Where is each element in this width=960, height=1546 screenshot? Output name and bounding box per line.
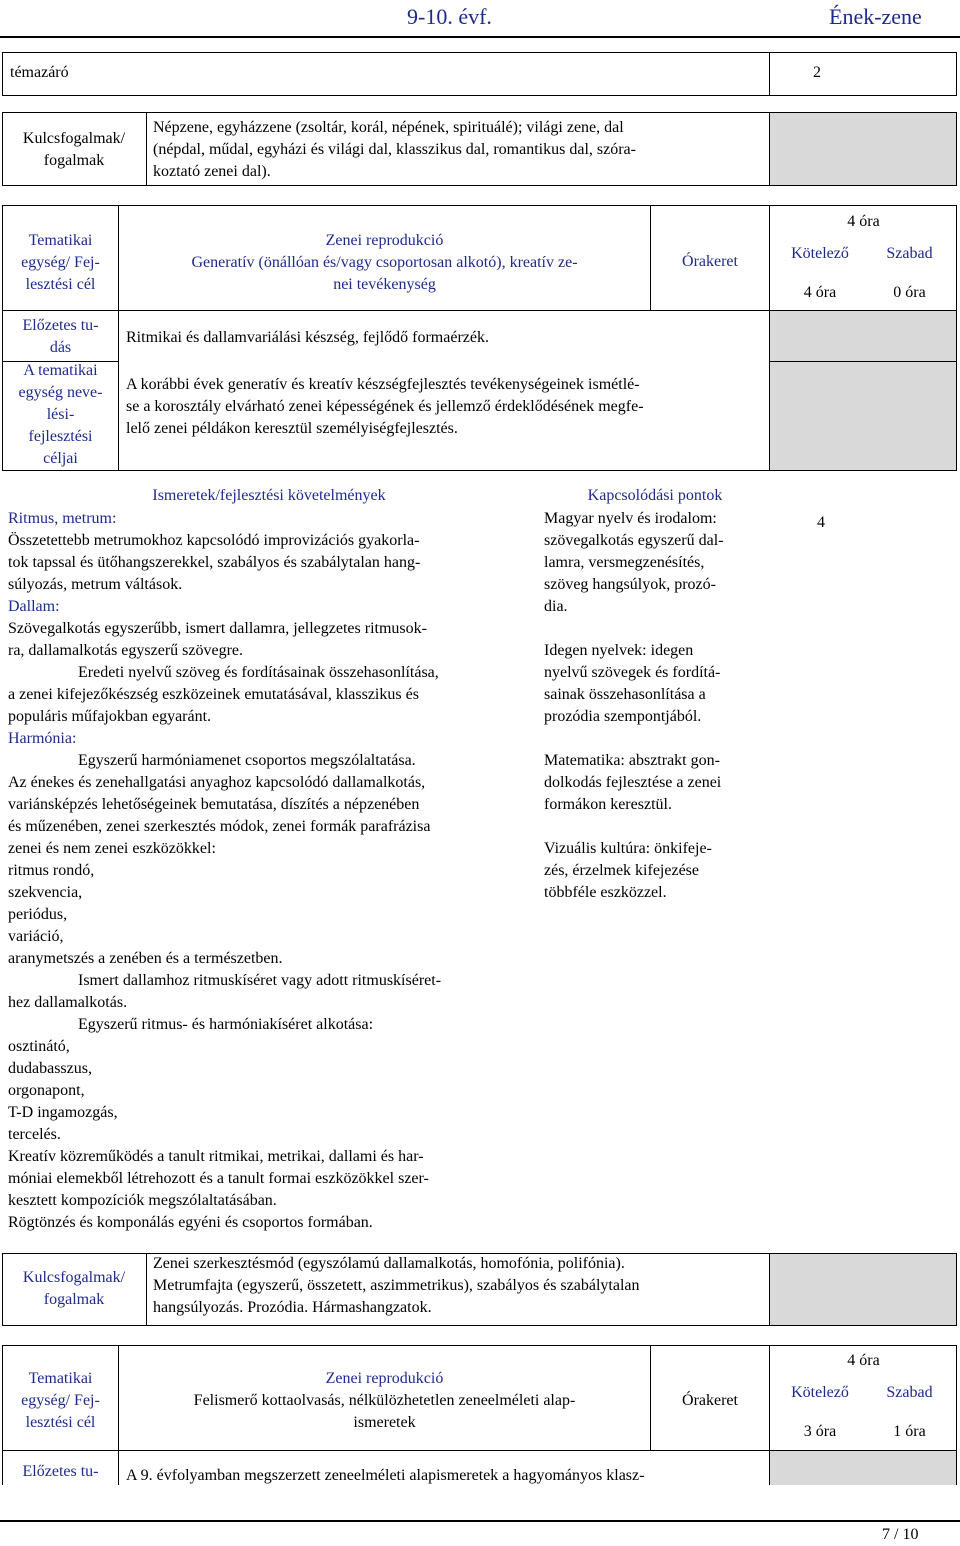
requirement-line: variáció,: [8, 928, 64, 945]
requirement-line: Rögtönzés és komponálás egyéni és csoportos formában.: [8, 1214, 373, 1231]
unit1-title: Zenei reprodukció Generatív (önállóan és/vagy csoportosan alkotó), kreatív ze- nei tevékenység: [191, 232, 578, 293]
unit2-hours-label: Órakeret: [682, 1392, 738, 1409]
requirement-line: T-D ingamozgás,: [8, 1104, 118, 1121]
unit1-free-hours: 0 óra: [893, 284, 926, 301]
topic-closure-hours: 2: [813, 64, 821, 81]
unit1-mandatory-label: Kötelező: [791, 245, 849, 262]
connections-text: [544, 508, 768, 904]
requirement-line: zenei és nem zenei eszközökkel:: [8, 840, 216, 857]
key-concepts-2-text: Zenei szerkesztésmód (egyszólamú dallamalkotás, homofónia, polifónia). Metrumfajta (egyszerű, összetett, aszimmetrikus), szabályos és szabálytalan hangsúlyozás. Prozódia. Hármashangzatok.: [153, 1255, 640, 1316]
unit1-free-label: Szabad: [886, 245, 933, 262]
requirement-line: Harmónia:: [8, 730, 77, 747]
unit2-mandatory-hours: 3 óra: [803, 1423, 837, 1440]
requirement-line: kesztett kompozíciók megszólaltatásában.: [8, 1192, 277, 1209]
shaded-cell: [770, 311, 956, 361]
requirement-line: a zenei kifejezőkészség eszközeinek emutatásával, klasszikus és: [8, 686, 419, 703]
requirement-line: periódus,: [8, 906, 68, 923]
unit2-goal-label: Tematikai egység/ Fej- lesztési cél: [21, 1370, 100, 1431]
unit2-free-label: Szabad: [886, 1384, 933, 1401]
requirement-line: szekvencia,: [8, 884, 83, 901]
requirements-heading: Ismeretek/fejlesztési követelmények: [152, 487, 386, 504]
connections-heading: Kapcsolódási pontok: [587, 487, 723, 504]
shaded-cell: [770, 1451, 956, 1485]
connection-line: Matematika: absztrakt gon-: [544, 752, 720, 769]
unit1-prereq-label: Előzetes tu- dás: [22, 317, 99, 356]
page-number: 7 / 10: [882, 1526, 919, 1543]
requirement-line: Egyszerű harmóniamenet csoportos megszólaltatása.: [78, 752, 416, 769]
requirement-line: Egyszerű ritmus- és harmóniakíséret alkotása:: [78, 1016, 374, 1033]
unit1-aims-text: A korábbi évek generatív és kreatív készségfejlesztés tevékenységeinek ismétlé- se a korosztály elvárható zenei képességének és jellemző érdeklődésének megfe- lelő zenei példákon keresztül személyiségfejlesztés.: [126, 376, 644, 437]
unit2-total-hours: 4 óra: [847, 1352, 880, 1369]
requirement-line: ra, dallamalkotás egyszerű szövegre.: [8, 642, 244, 659]
unit1-goal-label: Tematikai egység/ Fej- lesztési cél: [21, 232, 100, 293]
requirement-line: Kreatív közreműködés a tanult ritmikai, metrikai, dallami és har-: [8, 1148, 424, 1165]
unit1-aims-label: A tematikai egység neve- lési- fejlesztési céljai: [18, 362, 103, 467]
requirement-line: tercelés.: [8, 1126, 61, 1143]
header-grade: 9-10. évf.: [407, 4, 492, 29]
connection-line: zés, érzelmek kifejezése: [544, 862, 700, 879]
connection-line: formákon keresztül.: [544, 796, 672, 813]
unit1-total-hours: 4 óra: [847, 213, 880, 230]
requirement-line: és műzenében, zenei szerkesztés módok, zenei formák parafrázisa: [8, 818, 431, 835]
key-concepts-text: Népzene, egyházzene (zsoltár, korál, népének, spirituálé); világi zene, dal (népdal, műdal, egyházi és világi dal, klasszikus dal, romantikus dal, szóra- koztató zenei dal).: [153, 119, 636, 180]
requirement-line: móniai elemekből létrehozott és a tanult formai eszközökkel szer-: [8, 1170, 429, 1187]
connection-line: prozódia szempontjából.: [544, 708, 702, 725]
requirement-line: ritmus rondó,: [8, 862, 95, 879]
requirement-line: Dallam:: [8, 598, 60, 615]
requirements-hours: 4: [817, 514, 825, 531]
key-concepts-2-label: Kulcsfogalmak/ fogalmak: [22, 1269, 126, 1308]
requirement-line: Összetettebb metrumokhoz kapcsolódó improvizációs gyakorla-: [8, 532, 420, 549]
connection-line: szöveg hangsúlyok, prozó-: [544, 576, 716, 593]
unit1-prereq-text: Ritmikai és dallamvariálási készség, fejlődő formaérzék.: [126, 329, 489, 346]
shaded-cell: [770, 113, 956, 185]
connection-line: sainak összehasonlítása a: [544, 686, 706, 703]
requirement-line: dudabasszus,: [8, 1060, 92, 1077]
key-concepts-label: Kulcsfogalmak/ fogalmak: [22, 130, 126, 169]
unit2-mandatory-label: Kötelező: [791, 1384, 849, 1401]
unit2-prereq-label: Előzetes tu-: [22, 1463, 99, 1480]
connection-line: dia.: [544, 598, 568, 615]
connection-line: Magyar nyelv és irodalom:: [544, 510, 717, 527]
shaded-cell: [770, 1254, 956, 1325]
unit2-title: Zenei reprodukció Felismerő kottaolvasás, nélkülözhetetlen zeneelméleti alap- ismeretek: [193, 1370, 576, 1431]
connection-line: nyelvű szövegek és fordítá-: [544, 664, 721, 681]
requirement-line: Ismert dallamhoz ritmuskíséret vagy adott ritmuskíséret-: [78, 972, 442, 989]
requirement-line: osztinátó,: [8, 1038, 70, 1055]
requirement-line: hez dallamalkotás.: [8, 994, 128, 1011]
requirement-line: súlyozás, metrum váltások.: [8, 576, 183, 593]
unit2-free-hours: 1 óra: [893, 1423, 926, 1440]
unit1-mandatory-hours: 4 óra: [803, 284, 837, 301]
requirement-line: aranymetszés a zenében és a természetben.: [8, 950, 283, 967]
requirement-line: Szövegalkotás egyszerűbb, ismert dallamra, jellegzetes ritmusok-: [8, 620, 427, 637]
unit2-prereq-text: A 9. évfolyamban megszerzett zeneelméleti alapismeretek a hagyományos klasz-: [126, 1467, 645, 1484]
unit1-hours-label: Órakeret: [682, 253, 738, 270]
requirements-text: [8, 508, 540, 1234]
connection-line: többféle eszközzel.: [544, 884, 667, 901]
requirement-line: orgonapont,: [8, 1082, 85, 1099]
requirement-line: Eredeti nyelvű szöveg és fordításainak összehasonlítása,: [78, 664, 439, 681]
shaded-cell: [770, 362, 956, 470]
requirement-line: Az énekes és zenehallgatási anyaghoz kapcsolódó dallamalkotás,: [8, 774, 426, 791]
topic-closure-label: témazáró: [10, 64, 69, 81]
requirement-line: tok tapssal és ütőhangszerekkel, szabályos és szabálytalan hang-: [8, 554, 421, 571]
footer-rule: [0, 1520, 960, 1522]
connection-line: lamra, versmegzenésítés,: [544, 554, 705, 571]
header-rule: [0, 36, 960, 38]
connection-line: dolkodás fejlesztése a zenei: [544, 774, 722, 791]
connection-line: szövegalkotás egyszerű dal-: [544, 532, 724, 549]
requirement-line: variánsképzés lehetőségeinek bemutatása, díszítés a népzenében: [8, 796, 420, 813]
connection-line: Vizuális kultúra: önkifeje-: [544, 840, 712, 857]
requirement-line: populáris műfajokban egyaránt.: [8, 708, 212, 725]
connection-line: Idegen nyelvek: idegen: [544, 642, 694, 659]
requirement-line: Ritmus, metrum:: [8, 510, 117, 527]
header-subject: Ének-zene: [829, 4, 922, 29]
